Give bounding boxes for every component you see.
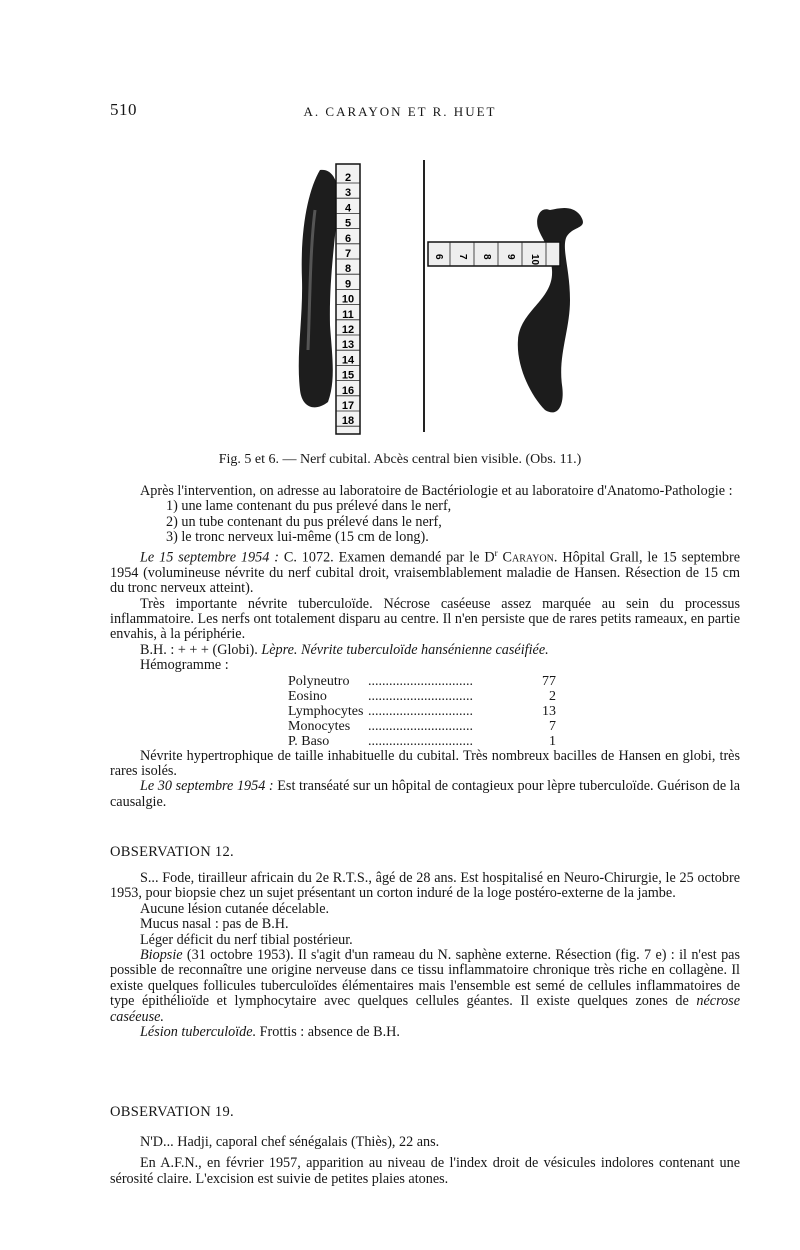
- figure-nerve-photos: [110, 150, 740, 440]
- ruler-number: 6: [433, 254, 444, 260]
- hemo-label: Eosino: [288, 688, 327, 704]
- list-item: 3) le tronc nerveux lui-même (15 cm de long).: [166, 529, 429, 546]
- table-row: [288, 689, 556, 704]
- paragraph: [110, 948, 740, 1025]
- date-label: Le 30 septembre 1954 :: [140, 778, 274, 795]
- main-text: [110, 484, 740, 810]
- ruler-number: 2: [344, 172, 352, 184]
- paragraph: Névrite hypertrophique de taille inhabituelle du cubital. Très nombreux bacilles de Hansen en globi, très rares isolés.: [110, 747, 740, 780]
- leader-dots: ..............................: [368, 688, 473, 704]
- hemogram-table: [288, 674, 556, 749]
- hemo-label: Monocytes: [288, 718, 351, 734]
- ruler-number: 5: [344, 217, 352, 230]
- ruler-number: 16: [341, 384, 355, 397]
- table-row: [288, 734, 556, 749]
- text-span: B.H. : + + + (Globi).: [140, 641, 258, 658]
- paragraph: Après l'intervention, on adresse au laboratoire de Bactériologie et au laboratoire d'Anatomo-Pathologie :: [140, 483, 733, 499]
- author-name: Carayon.: [497, 549, 558, 566]
- ruler-number: 4: [344, 202, 352, 215]
- table-row: [288, 704, 556, 719]
- paragraph: S... Fode, tirailleur africain du 2e R.T.S., âgé de 28 ans. Est hospitalisé en Neuro-Chirurgie, le 25 octobre 1953, pour biopsie chez un sujet présentant un corton induré de la loge postéro-externe de la jambe.: [110, 870, 740, 902]
- page-number: 510: [110, 100, 137, 119]
- ruler-number: 13: [341, 339, 355, 352]
- paragraph: [110, 643, 740, 658]
- superscript: r: [494, 547, 498, 558]
- ruler-number: 8: [481, 254, 492, 260]
- text-span: (31 octobre 1953). Il s'agit d'un rameau du N. saphène externe. Résection (fig. 7 e) : il n'est pas possible de reconnaître une origine nerveuse dans ce tissu inflammatoire chronique très riche en collagène. Il existe quelques follicules tuberculoïdes élémentaires mais l'ensemble est semé de cellules inflammatoires de type épithélioïde et lymphocytaire avec quelques cellules géantes. Il existe quelques zones de: [110, 947, 740, 1010]
- paragraph: [110, 1025, 740, 1040]
- hemo-value: 1: [549, 733, 556, 749]
- leader-dots: ..............................: [368, 703, 473, 719]
- ruler-number: 14: [341, 354, 355, 367]
- finding: Mucus nasal : pas de B.H.: [140, 916, 289, 933]
- observation-12-text: [110, 871, 740, 1040]
- ruler-number: 8: [344, 263, 352, 276]
- sample-list: [110, 499, 740, 545]
- ruler-number: 10: [529, 254, 540, 266]
- ruler-number: 10: [341, 293, 355, 306]
- list-item: 2) un tube contenant du pus prélevé dans le nerf,: [166, 513, 442, 530]
- ruler-number: 17: [341, 400, 355, 412]
- hemo-label: Lymphocytes: [288, 703, 364, 719]
- list-item: 1) une lame contenant du pus prélevé dans le nerf,: [166, 498, 452, 515]
- date-label: Le 15 septembre 1954 :: [140, 549, 279, 566]
- observation-12-heading: OBSERVATION 12.: [110, 844, 234, 860]
- ruler-number: 7: [344, 248, 352, 260]
- hemo-value: 13: [542, 703, 556, 719]
- hemo-value: 77: [542, 673, 556, 689]
- hemo-value: 7: [549, 718, 556, 734]
- diagnosis: Lèpre. Névrite tuberculoïde hansénienne caséifiée.: [257, 641, 549, 658]
- running-title: A. CARAYON ET R. HUET: [303, 104, 497, 119]
- biopsy-label: Biopsie: [140, 947, 183, 964]
- leader-dots: ..............................: [368, 673, 473, 689]
- ruler-number: 7: [457, 254, 468, 260]
- paragraph: En A.F.N., en février 1957, apparition au niveau de l'index droit de vésicules indolores contenant une sérosité claire. L'excision est suivie de petites plaies atones.: [110, 1155, 740, 1187]
- hemo-label: P. Baso: [288, 733, 330, 749]
- observation-19-text: [110, 1135, 740, 1187]
- ruler-number: 3: [344, 187, 352, 200]
- ruler-number: 12: [341, 324, 355, 336]
- leader-dots: ..............................: [368, 718, 473, 734]
- table-row: [288, 674, 556, 689]
- figure-caption: Fig. 5 et 6. — Nerf cubital. Abcès central bien visible. (Obs. 11.): [218, 452, 582, 467]
- paragraph: Très importante névrite tuberculoïde. Nécrose caséeuse assez marquée au sein du processus inflammatoire. Les nerfs ont totalement disparu au centre. Il n'en persiste que de rares petits rameaux, en partie envahis, à la périphérie.: [110, 595, 740, 643]
- ruler-number: 6: [344, 232, 352, 245]
- hemo-label: Polyneutro: [288, 673, 350, 689]
- text-span: Hôpital Grall, le 15 septembre 1954 (volumineuse névrite du nerf cubital droit, vraisemblablement maladie de Hansen. Résection de 15 cm du tronc nerveux atteint).: [110, 549, 740, 597]
- ruler-number: 9: [505, 254, 516, 260]
- text-span: C. 1072. Examen demandé par le D: [278, 549, 495, 566]
- italic-term: nécrose caséeuse.: [110, 993, 740, 1025]
- ruler-number: 15: [341, 369, 355, 382]
- figure-image: [110, 150, 740, 440]
- observation-19-heading: OBSERVATION 19.: [110, 1104, 234, 1120]
- finding: Léger déficit du nerf tibial postérieur.: [140, 931, 353, 948]
- paragraph: [110, 779, 740, 810]
- hemogram-title: Hémogramme :: [140, 657, 229, 674]
- diagnosis: Lésion tuberculoïde.: [140, 1024, 257, 1041]
- leader-dots: ..............................: [368, 733, 473, 749]
- text-span: Est transéaté sur un hôpital de contagieux pour lèpre tuberculoïde. Guérison de la causalgie.: [110, 778, 740, 810]
- finding: Aucune lésion cutanée décelable.: [140, 900, 330, 917]
- table-row: [288, 719, 556, 734]
- ruler-number: 11: [342, 308, 354, 321]
- hemo-value: 2: [549, 688, 556, 704]
- paragraph: [110, 546, 740, 597]
- ruler-number: 9: [344, 278, 352, 291]
- text-span: Frottis : absence de B.H.: [256, 1024, 400, 1041]
- paragraph: N'D... Hadji, caporal chef sénégalais (Thiès), 22 ans.: [140, 1134, 440, 1150]
- ruler-number: 18: [341, 415, 355, 428]
